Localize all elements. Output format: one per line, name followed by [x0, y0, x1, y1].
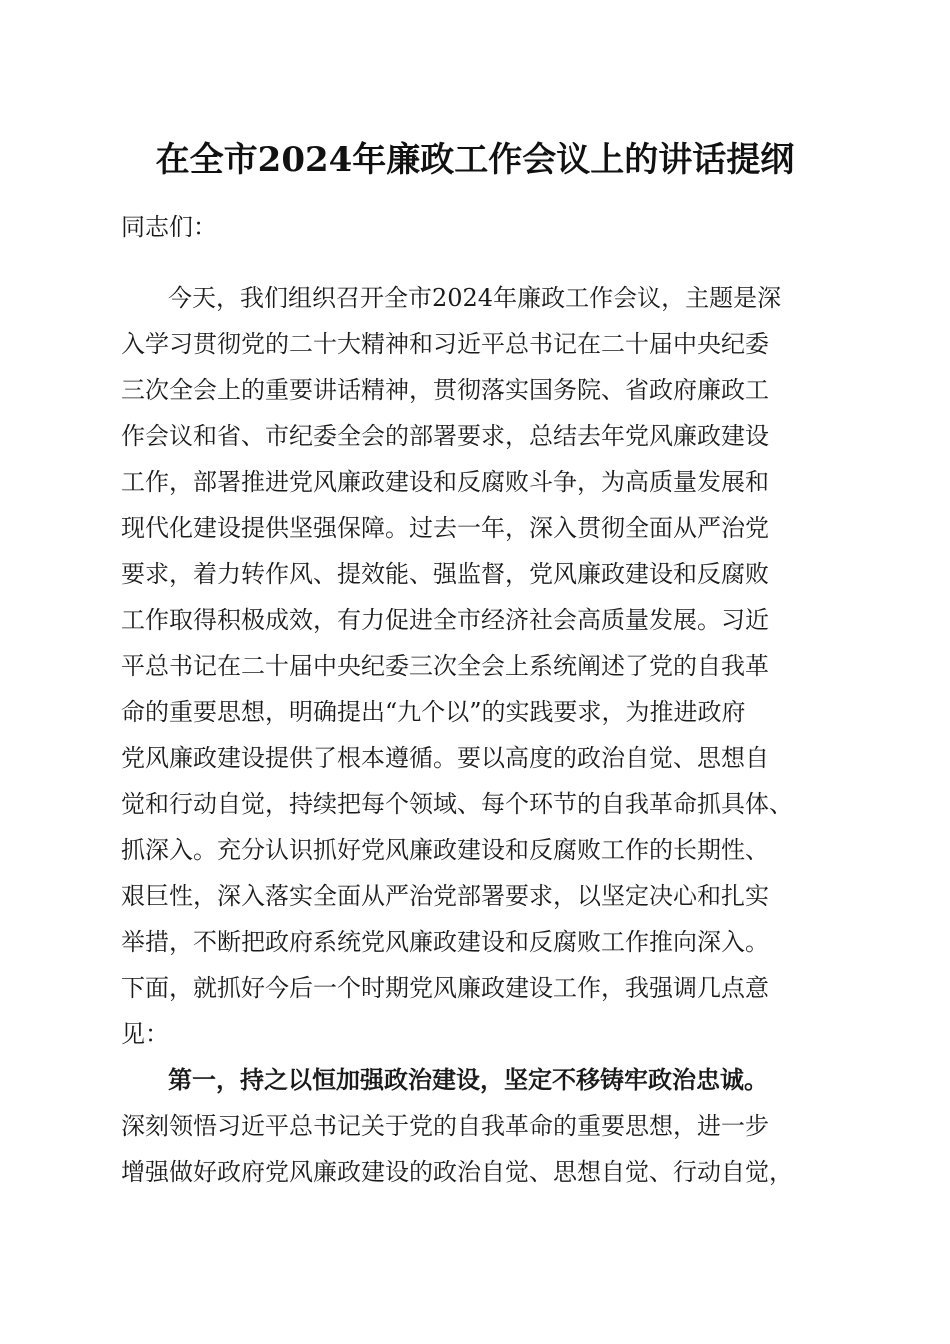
text-line-11: 党风廉政建设提供了根本遵循。要以高度的政治自觉、思想自 [121, 744, 769, 772]
document-title: 在全市2024年廉政工作会议上的讲话提纲 [155, 140, 795, 180]
text-line-2: 入学习贯彻党的二十大精神和习近平总书记在二十届中央纪委 [121, 330, 769, 358]
text-line-7: 要求，着力转作风、提效能、强监督，党风廉政建设和反腐败 [121, 560, 769, 588]
text-line-6: 现代化建设提供坚强保障。过去一年，深入贯彻全面从严治党 [121, 514, 769, 542]
text-line-10: 命的重要思想，明确提出“九个以”的实践要求，为推进政府 [121, 698, 746, 726]
text-line-14: 艰巨性，深入落实全面从严治党部署要求，以坚定决心和扎实 [121, 882, 769, 910]
text-line-17: 见： [121, 1020, 169, 1048]
salutation: 同志们： [121, 213, 217, 241]
text-line-1: 今天，我们组织召开全市2024年廉政工作会议，主题是深 [168, 284, 782, 312]
text-line-16: 下面，就抓好今后一个时期党风廉政建设工作，我强调几点意 [121, 974, 769, 1002]
text-line-5: 工作，部署推进党风廉政建设和反腐败斗争，为高质量发展和 [121, 468, 769, 496]
text-line-4: 作会议和省、市纪委全会的部署要求，总结去年党风廉政建设 [121, 422, 769, 450]
text-line-13: 抓深入。充分认识抓好党风廉政建设和反腐败工作的长期性、 [121, 836, 769, 864]
text-line-19: 深刻领悟习近平总书记关于党的自我革命的重要思想，进一步 [121, 1112, 769, 1140]
text-line-9: 平总书记在二十届中央纪委三次全会上系统阐述了党的自我革 [121, 652, 769, 680]
text-line-12: 觉和行动自觉，持续把每个领域、每个环节的自我革命抓具体、 [121, 790, 793, 818]
text-line-20: 增强做好政府党风廉政建设的政治自觉、思想自觉、行动自觉， [121, 1158, 793, 1186]
text-line-8: 工作取得积极成效，有力促进全市经济社会高质量发展。习近 [121, 606, 769, 634]
text-line-15: 举措，不断把政府系统党风廉政建设和反腐败工作推向深入。 [121, 928, 769, 956]
section-heading-1: 第一，持之以恒加强政治建设，坚定不移铸牢政治忠诚。 [168, 1065, 768, 1094]
text-line-3: 三次全会上的重要讲话精神，贯彻落实国务院、省政府廉政工 [121, 376, 769, 404]
